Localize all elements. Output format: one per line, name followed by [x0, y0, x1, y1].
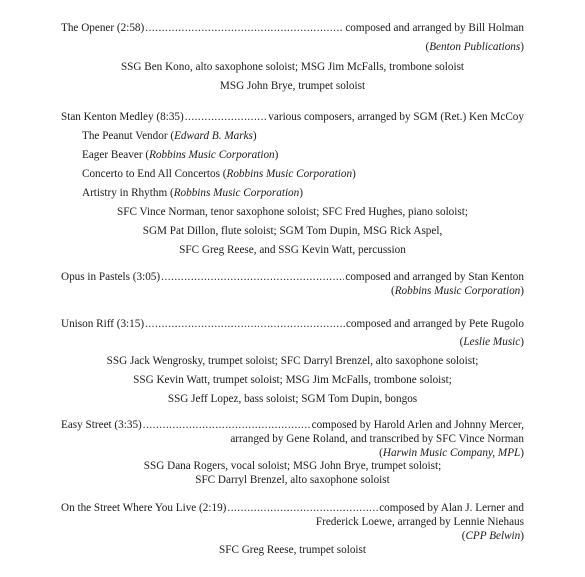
- soloist-line: SSG Kevin Watt, trumpet soloist; MSG Jim McFalls, trombone soloist;: [133, 374, 452, 386]
- publisher: Leslie Music: [463, 336, 521, 348]
- medley-item: The Peanut Vendor (Edward B. Marks): [82, 130, 257, 142]
- leader-dots: [161, 270, 344, 284]
- soloist-line: SSG Jack Wengrosky, trumpet soloist; SFC Darryl Brenzel, alto saxophone soloist;: [106, 355, 479, 367]
- leader-dots: [143, 418, 311, 432]
- piece-title-row: [61, 21, 524, 35]
- medley-item: Eager Beaver (Robbins Music Corporation): [82, 149, 279, 161]
- publisher-line: (CPP Belwin): [461, 530, 524, 542]
- piece-credit: composed and arranged by Stan Kenton: [345, 271, 524, 283]
- piece-title: On the Street Where You Live (2:19): [61, 502, 227, 514]
- soloist-line: SFC Darryl Brenzel, alto saxophone soloist: [195, 474, 390, 486]
- piece-title: Easy Street (3:35): [61, 419, 142, 431]
- piece-credit: composed and arranged by Pete Rugolo: [345, 318, 524, 330]
- piece-title-row: [61, 270, 524, 284]
- publisher-line: (Harwin Music Company, MPL): [379, 447, 524, 459]
- medley-item-name: Eager Beaver: [82, 149, 143, 161]
- piece-title-row: [61, 110, 524, 124]
- leader-dots: [185, 110, 268, 124]
- piece-title: The Opener (2:58): [61, 22, 145, 34]
- credit-continuation: Frederick Loewe, arranged by Lennie Niehaus: [315, 516, 524, 528]
- publisher: Harwin Music Company, MPL: [382, 447, 521, 459]
- piece-credit: composed by Alan J. Lerner and: [379, 502, 524, 514]
- publisher: Robbins Music Corporation: [173, 187, 300, 199]
- piece-title-row: [61, 317, 524, 331]
- publisher-line: (Leslie Music): [459, 336, 524, 348]
- soloist-line: MSG John Brye, trumpet soloist: [219, 80, 366, 92]
- publisher: Robbins Music Corporation: [394, 285, 521, 297]
- medley-item: Artistry in Rhythm (Robbins Music Corporation): [82, 187, 303, 199]
- soloist-line: SFC Greg Reese, trumpet soloist: [219, 544, 366, 556]
- soloist-line: SSG Dana Rogers, vocal soloist; MSG John Brye, trumpet soloist;: [143, 460, 442, 472]
- piece-credit: composed by Harold Arlen and Johnny Mercer,: [311, 419, 524, 431]
- leader-dots: [145, 317, 345, 331]
- piece-title-row: [61, 418, 524, 432]
- piece-title: Stan Kenton Medley (8:35): [61, 111, 184, 123]
- leader-dots: [227, 501, 378, 515]
- piece-credit: various composers, arranged by SGM (Ret.) Ken McCoy: [268, 111, 524, 123]
- piece-title: Opus in Pastels (3:05): [61, 271, 161, 283]
- medley-item-name: The Peanut Vendor: [82, 130, 168, 142]
- medley-item: Concerto to End All Concertos (Robbins Music Corporation): [82, 168, 356, 180]
- publisher-line: (Benton Publications): [425, 41, 524, 53]
- publisher: Robbins Music Corporation: [149, 149, 275, 161]
- publisher: Benton Publications: [429, 41, 521, 53]
- piece-title: Unison Riff (3:15): [61, 318, 145, 330]
- piece-credit: composed and arranged by Bill Holman: [345, 22, 524, 34]
- publisher: Robbins Music Corporation: [226, 168, 353, 180]
- medley-item-name: Concerto to End All Concertos: [82, 168, 220, 180]
- soloist-line: SSG Ben Kono, alto saxophone soloist; MSG Jim McFalls, trombone soloist: [120, 61, 465, 73]
- credit-continuation: arranged by Gene Roland, and transcribed by SFC Vince Norman: [230, 433, 524, 445]
- soloist-line: SFC Vince Norman, tenor saxophone soloist; SFC Fred Hughes, piano soloist;: [117, 206, 468, 218]
- publisher: Edward B. Marks: [174, 130, 253, 142]
- leader-dots: [145, 21, 344, 35]
- publisher: CPP Belwin: [465, 530, 521, 542]
- soloist-line: SFC Greg Reese, and SSG Kevin Watt, percussion: [179, 244, 406, 256]
- soloist-line: SSG Jeff Lopez, bass soloist; SGM Tom Dupin, bongos: [167, 393, 418, 405]
- piece-title-row: [61, 501, 524, 515]
- medley-item-name: Artistry in Rhythm: [82, 187, 168, 199]
- soloist-line: SGM Pat Dillon, flute soloist; SGM Tom Dupin, MSG Rick Aspel,: [142, 225, 443, 237]
- publisher-line: (Robbins Music Corporation): [390, 285, 524, 297]
